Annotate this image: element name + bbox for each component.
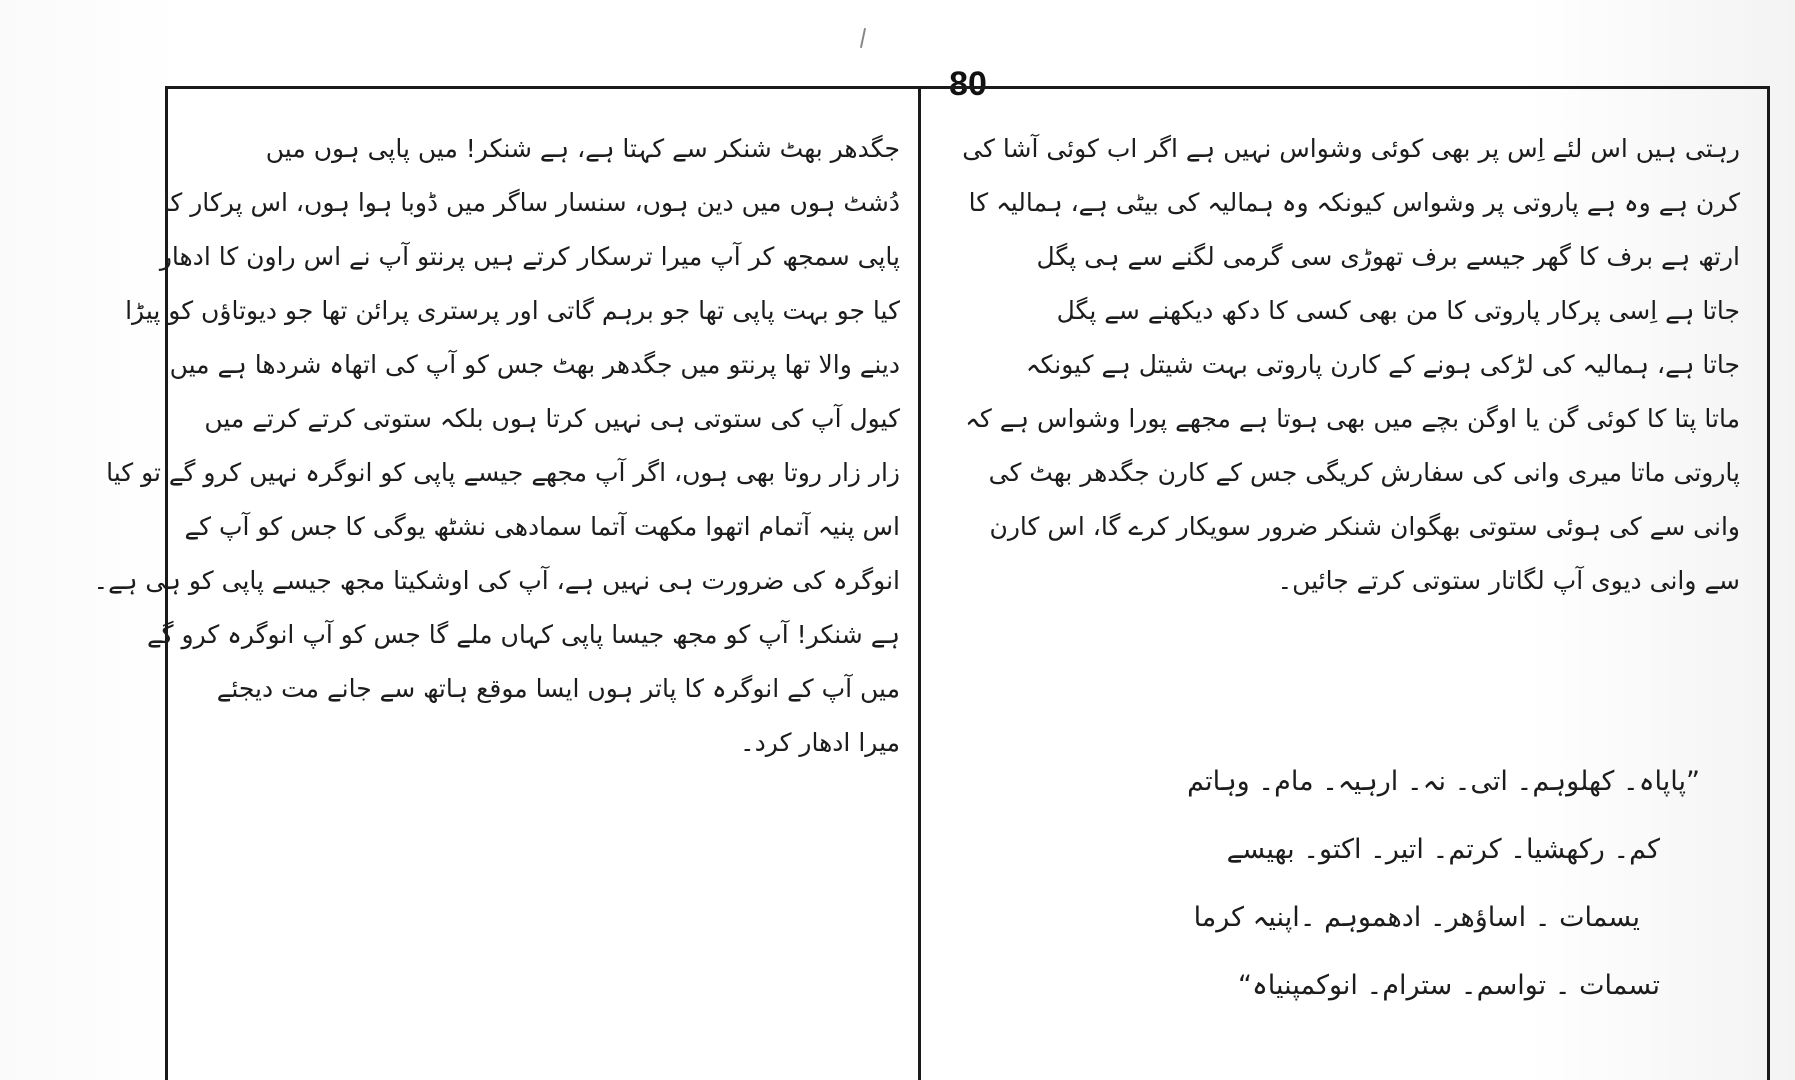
text-line: زار زار روتا بھی ہوں، اگر آپ مجھے جیسے پاپی کو انوگرہ نہیں کرو گے تو کیا [106,458,900,487]
text-line: جاتا ہے اِسی پرکار پاروتی کا من بھی کسی کا دکھ دیکھنے سے پگل [1056,296,1740,325]
column-divider [918,86,921,1080]
verse-block [960,748,1700,1020]
text-line: پاپی سمجھ کر آپ میرا ترسکار کرتے ہیں پرنتو آپ نے اس راون کا ادھار [159,242,900,271]
text-line: انوگرہ کی ضرورت ہی نہیں ہے، آپ کی اوشکیتا مجھ جیسے پاپی کو ہی ہے۔ [93,566,900,595]
page-number: 80 [949,65,987,103]
text-line: دُشٹ ہوں میں دین ہوں، سنسار ساگر میں ڈوبا ہوا ہوں، اس پرکار کا [162,188,900,217]
verse-line: ”پاپاہ۔ کھلوہم۔ اتی۔ نہ۔ ارہیہ۔ مام۔ وہاتم [1187,766,1700,797]
text-line: وانی سے کی ہوئی ستوتی بھگوان شنکر ضرور سویکار کرے گا، اس کارن [989,512,1740,541]
right-column [940,122,1740,608]
text-line: میں آپ کے انوگرہ کا پاتر ہوں ایسا موقع ہاتھ سے جانے مت دیجئے [216,674,900,703]
text-line: سے وانی دیوی آپ لگاتار ستوتی کرتے جائیں۔ [1277,566,1740,595]
text-line: جگدھر بھٹ شنکر سے کہتا ہے، ہے شنکر! میں پاپی ہوں میں [265,134,900,163]
text-line: جاتا ہے، ہمالیہ کی لڑکی ہونے کے کارن پاروتی بہت شیتل ہے کیونکہ [1025,350,1740,379]
text-line: ماتا پتا کا کوئی گن یا اوگن بچے میں بھی ہوتا ہے مجھے پورا وشواس ہے کہ [965,404,1740,433]
verse-line: کم۔ رکھشیا۔ کرتم۔ اتیر۔ اکتو۔ بھیسے [1226,834,1660,865]
text-line: کیول آپ کی ستوتی ہی نہیں کرتا ہوں بلکہ ستوتی کرتے کرتے میں [204,404,900,433]
text-line: ارتھ ہے برف کا گھر جیسے برف تھوڑی سی گرمی لگنے سے ہی پگل [1036,242,1740,271]
text-line: میرا ادھار کرد۔ [740,728,900,757]
text-line: پاروتی ماتا میری وانی کی سفارش کریگی جس کے کارن جگدھر بھٹ کی [988,458,1740,487]
text-line: ہے شنکر! آپ کو مجھ جیسا پاپی کہاں ملے گا جس کو آپ انوگرہ کرو گے [147,620,900,649]
text-line: اس پنیہ آتمام اتھوا مکھت آتما سمادھی نشٹھ یوگی کا جس کو آپ کے [184,512,900,541]
verse-line: تسمات ۔ تواسم۔ سترام۔ انوکمپنیاہ“ [1238,970,1660,1001]
text-line: رہتی ہیں اس لئے اِس پر بھی کوئی وشواس نہیں ہے اگر اب کوئی آشا کی [962,134,1740,163]
text-line: کیا جو بہت پاپی تھا جو برہم گاتی اور پرستری پرائن تھا جو دیوتاؤں کو پیڑا [125,296,900,325]
pen-mark [860,28,866,48]
text-line: دینے والا تھا پرنتو میں جگدھر بھٹ جس کو آپ کی اتھاہ شردھا ہے میں [169,350,900,379]
left-column [93,122,900,770]
verse-line: یسمات ۔ اساؤھر۔ ادھموہم ۔اپنیہ کرما [1193,902,1640,933]
text-line: کرن ہے وہ ہے پاروتی پر وشواس کیونکہ وہ ہمالیہ کی بیٹی ہے، ہمالیہ کا [968,188,1740,217]
